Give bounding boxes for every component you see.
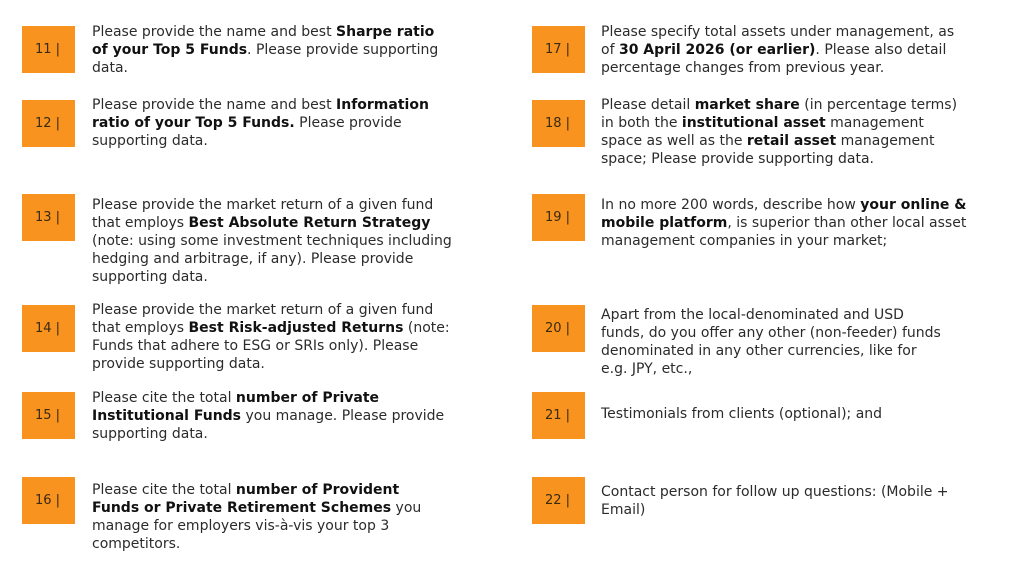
question-number-badge: 15 | bbox=[22, 392, 75, 439]
question-text bbox=[92, 481, 432, 553]
question-segment: Contact person for follow up questions: (Mobile + Email) bbox=[601, 484, 949, 518]
question-emphasis: market share bbox=[694, 97, 800, 113]
question-text bbox=[92, 301, 457, 373]
question-segment: Please provide supporting data. bbox=[92, 115, 402, 149]
question-segment: Please provide the name and best bbox=[92, 97, 337, 113]
question-emphasis: Best Absolute Return Strategy bbox=[188, 215, 431, 231]
question-number-badge: 17 | bbox=[532, 26, 585, 73]
question-number-badge: 21 | bbox=[532, 392, 585, 439]
question-segment: Please cite the total bbox=[92, 390, 236, 406]
question-segment: management space; Please provide supporting data. bbox=[601, 133, 935, 167]
question-segment: Please provide the name and best bbox=[92, 24, 337, 40]
question-text bbox=[601, 306, 946, 378]
question-emphasis: 30 April 2026 (or earlier) bbox=[618, 42, 816, 58]
question-emphasis: Best Risk-adjusted Returns bbox=[188, 320, 404, 336]
question-emphasis: Information ratio of your Top 5 Funds. bbox=[92, 97, 429, 131]
question-number-badge: 12 | bbox=[22, 100, 75, 147]
question-segment: , is superior than other local asset management companies in your market; bbox=[601, 215, 967, 249]
question-number-badge: 19 | bbox=[532, 194, 585, 241]
question-segment: Testimonials from clients (optional); and bbox=[601, 406, 883, 422]
question-emphasis: your online & mobile platform bbox=[601, 197, 967, 231]
question-segment: Please provide the market return of a given fund that employs bbox=[92, 197, 434, 231]
question-segment: (in percentage terms) in both the bbox=[601, 97, 958, 131]
question-segment: management space as well as the bbox=[601, 115, 924, 149]
question-number-badge: 13 | bbox=[22, 194, 75, 241]
question-number-badge: 14 | bbox=[22, 305, 75, 352]
question-text bbox=[601, 405, 971, 423]
question-segment: Please specify total assets under management, as of bbox=[601, 24, 955, 58]
question-segment: . Please also detail percentage changes from previous year. bbox=[601, 42, 947, 76]
question-text bbox=[601, 23, 961, 77]
question-segment: (note: using some investment techniques including hedging and arbitrage, if any). Please provide supporting data. bbox=[92, 233, 452, 285]
question-emphasis: retail asset bbox=[746, 133, 837, 149]
question-emphasis: number of Provident Funds or Private Retirement Schemes bbox=[92, 482, 400, 516]
question-segment: you manage for employers vis-à-vis your top 3 competitors. bbox=[92, 500, 422, 552]
question-emphasis: number of Private Institutional Funds bbox=[92, 390, 380, 424]
question-segment: Please cite the total bbox=[92, 482, 236, 498]
question-segment: Please detail bbox=[601, 97, 695, 113]
question-segment: . Please provide supporting data. bbox=[92, 42, 439, 76]
question-number-badge: 22 | bbox=[532, 477, 585, 524]
question-number-badge: 16 | bbox=[22, 477, 75, 524]
question-text bbox=[92, 196, 457, 286]
question-text bbox=[92, 389, 462, 443]
question-number-badge: 11 | bbox=[22, 26, 75, 73]
question-text bbox=[92, 23, 452, 77]
question-segment: (note: Funds that adhere to ESG or SRIs only). Please provide supporting data. bbox=[92, 320, 450, 372]
question-number-badge: 18 | bbox=[532, 100, 585, 147]
question-text bbox=[601, 483, 961, 519]
question-segment: In no more 200 words, describe how bbox=[601, 197, 861, 213]
question-number-badge: 20 | bbox=[532, 305, 585, 352]
question-segment: Apart from the local-denominated and USD funds, do you offer any other (non-feeder) funds denominated in any other currencies, like for e.g. JPY, etc., bbox=[601, 307, 941, 377]
question-text bbox=[601, 196, 971, 250]
question-segment: Please provide the market return of a given fund that employs bbox=[92, 302, 434, 336]
question-emphasis: institutional asset bbox=[681, 115, 826, 131]
question-text bbox=[601, 96, 966, 168]
question-emphasis: Sharpe ratio of your Top 5 Funds bbox=[92, 24, 435, 58]
question-text bbox=[92, 96, 452, 150]
question-segment: you manage. Please provide supporting data. bbox=[92, 408, 445, 442]
